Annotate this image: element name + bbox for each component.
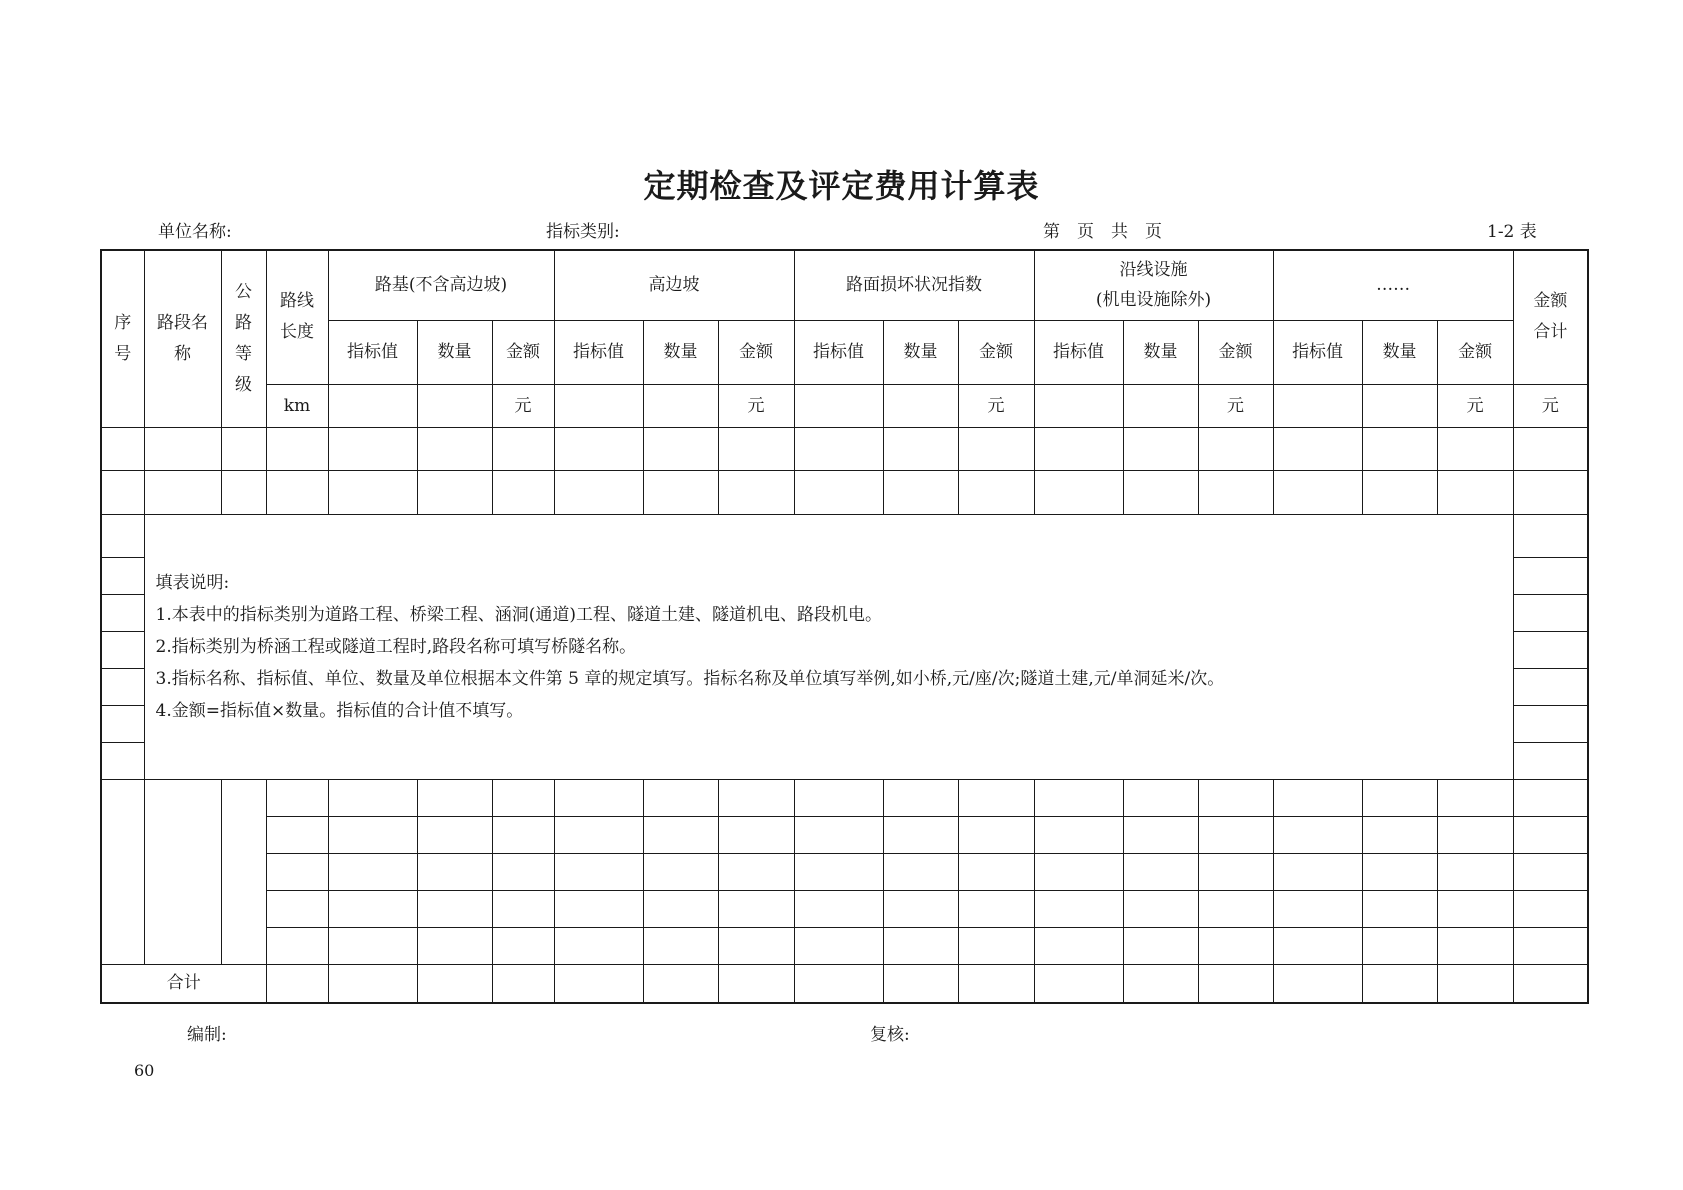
table-cell[interactable]: [417, 890, 492, 927]
table-cell[interactable]: [1273, 427, 1362, 470]
table-cell[interactable]: [883, 853, 958, 890]
table-cell[interactable]: [1437, 427, 1513, 470]
table-cell[interactable]: [1513, 779, 1588, 816]
table-cell[interactable]: [883, 890, 958, 927]
table-row: [101, 927, 1588, 964]
table-cell[interactable]: [1034, 853, 1123, 890]
table-cell[interactable]: [417, 816, 492, 853]
table-cell[interactable]: [1513, 427, 1588, 470]
table-cell[interactable]: [1198, 779, 1273, 816]
table-cell[interactable]: [794, 779, 883, 816]
table-cell[interactable]: [794, 470, 883, 514]
table-row: [101, 427, 1588, 470]
header-total-amount: 金额合计: [1513, 250, 1588, 384]
page-count-label: 第 页 共 页: [1043, 222, 1162, 242]
unit-high-slope-quantity-cell[interactable]: [643, 384, 718, 427]
table-cell[interactable]: [328, 927, 417, 964]
total-row-label: 合计: [101, 964, 266, 1003]
table-cell[interactable]: [554, 427, 643, 470]
table-cell[interactable]: [643, 779, 718, 816]
header-high-slope-amount: 金额: [718, 320, 794, 384]
header-more-amount: 金额: [1437, 320, 1513, 384]
unit-pavement-index-quantity-cell[interactable]: [883, 384, 958, 427]
table-cell[interactable]: [1198, 816, 1273, 853]
page-number: 60: [134, 1061, 155, 1080]
table-row: [101, 779, 1588, 816]
table-cell[interactable]: [328, 470, 417, 514]
table-row: [101, 853, 1588, 890]
table-cell[interactable]: [718, 470, 794, 514]
table-cell[interactable]: [643, 890, 718, 927]
header-seq: 序号: [101, 250, 144, 427]
table-cell[interactable]: [1273, 470, 1362, 514]
table-cell[interactable]: [554, 890, 643, 927]
table-cell[interactable]: [266, 427, 328, 470]
table-cell[interactable]: [1034, 927, 1123, 964]
table-cell[interactable]: [643, 470, 718, 514]
merged-cell[interactable]: [221, 779, 266, 964]
table-row: [101, 890, 1588, 927]
notes-left-cell[interactable]: [101, 557, 144, 594]
header-subgrade-index-value: 指标值: [328, 320, 417, 384]
total-row: [101, 964, 1588, 1003]
table-cell[interactable]: [554, 853, 643, 890]
filling-instructions: [144, 514, 1513, 779]
table-row: [101, 816, 1588, 853]
table-cell[interactable]: [266, 816, 328, 853]
total-cell[interactable]: [643, 964, 718, 1003]
table-cell[interactable]: [266, 779, 328, 816]
total-cell[interactable]: [883, 964, 958, 1003]
total-cell[interactable]: [554, 964, 643, 1003]
unit-more-amount: 元: [1437, 384, 1513, 427]
total-cell[interactable]: [1437, 964, 1513, 1003]
table-cell[interactable]: [328, 816, 417, 853]
header-pavement-index-index-value: 指标值: [794, 320, 883, 384]
notes-left-cell[interactable]: [101, 668, 144, 705]
table-cell[interactable]: [417, 470, 492, 514]
table-cell[interactable]: [883, 427, 958, 470]
unit-subgrade-quantity-cell[interactable]: [417, 384, 492, 427]
table-cell[interactable]: [1123, 816, 1198, 853]
header-route-length: 路线长度: [266, 250, 328, 384]
table-cell[interactable]: [718, 853, 794, 890]
table-cell[interactable]: [328, 890, 417, 927]
table-cell[interactable]: [883, 470, 958, 514]
roadside-facilities-note: (机电设施除外): [1095, 290, 1212, 311]
table-cell[interactable]: [643, 853, 718, 890]
table-cell[interactable]: [958, 816, 1034, 853]
table-cell[interactable]: [958, 890, 1034, 927]
instructions-heading: 填表说明:: [155, 572, 230, 593]
header-roadside-facilities-amount: 金额: [1198, 320, 1273, 384]
table-cell[interactable]: [554, 779, 643, 816]
table-cell[interactable]: [417, 853, 492, 890]
instruction-item: 4.金额=指标值×数量。指标值的合计值不填写。: [155, 700, 524, 721]
header-group-high-slope: 高边坡: [554, 250, 794, 320]
table-cell[interactable]: [1437, 890, 1513, 927]
table-cell[interactable]: [1198, 890, 1273, 927]
table-cell[interactable]: [1437, 927, 1513, 964]
table-cell[interactable]: [1362, 927, 1437, 964]
notes-right-cell[interactable]: [1513, 705, 1588, 742]
table-cell[interactable]: [492, 927, 554, 964]
table-cell[interactable]: [144, 470, 221, 514]
table-cell[interactable]: [554, 816, 643, 853]
table-cell[interactable]: [266, 890, 328, 927]
table-cell[interactable]: [492, 427, 554, 470]
cost-calculation-table: [100, 249, 1589, 1004]
table-cell[interactable]: [492, 470, 554, 514]
table-cell[interactable]: [1198, 427, 1273, 470]
table-cell[interactable]: [794, 816, 883, 853]
table-cell[interactable]: [492, 890, 554, 927]
table-cell[interactable]: [1034, 779, 1123, 816]
notes-left-cell[interactable]: [101, 705, 144, 742]
header-roadside-facilities-index-value: 指标值: [1034, 320, 1123, 384]
table-cell[interactable]: [1123, 779, 1198, 816]
table-cell[interactable]: [1362, 853, 1437, 890]
table-cell[interactable]: [718, 779, 794, 816]
notes-right-cell[interactable]: [1513, 631, 1588, 668]
table-cell[interactable]: [554, 470, 643, 514]
table-cell[interactable]: [794, 427, 883, 470]
prepared-by-label: 编制:: [187, 1025, 227, 1045]
table-cell[interactable]: [958, 427, 1034, 470]
unit-high-slope-index-value-cell[interactable]: [554, 384, 643, 427]
notes-right-cell[interactable]: [1513, 557, 1588, 594]
table-cell[interactable]: [1437, 779, 1513, 816]
table-cell[interactable]: [266, 853, 328, 890]
total-cell[interactable]: [1198, 964, 1273, 1003]
table-cell[interactable]: [1198, 927, 1273, 964]
total-cell[interactable]: [1513, 964, 1588, 1003]
total-cell[interactable]: [794, 964, 883, 1003]
table-cell[interactable]: [328, 853, 417, 890]
table-cell[interactable]: [1123, 470, 1198, 514]
header-subgrade-quantity: 数量: [417, 320, 492, 384]
total-cell[interactable]: [1273, 964, 1362, 1003]
notes-left-cell[interactable]: [101, 514, 144, 557]
table-cell[interactable]: [1513, 470, 1588, 514]
table-cell[interactable]: [492, 816, 554, 853]
unit-high-slope-amount: 元: [718, 384, 794, 427]
unit-route-length: km: [266, 384, 328, 427]
table-cell[interactable]: [221, 427, 266, 470]
total-cell[interactable]: [492, 964, 554, 1003]
table-cell[interactable]: [101, 427, 144, 470]
header-row-units: [101, 384, 1588, 427]
header-roadside-facilities-quantity: 数量: [1123, 320, 1198, 384]
table-cell[interactable]: [1034, 470, 1123, 514]
total-cell[interactable]: [417, 964, 492, 1003]
table-cell[interactable]: [266, 470, 328, 514]
table-cell[interactable]: [417, 927, 492, 964]
header-group-subgrade: 路基(不含高边坡): [328, 250, 554, 320]
total-cell[interactable]: [328, 964, 417, 1003]
table-cell[interactable]: [1362, 470, 1437, 514]
header-section-name: 路段名称: [144, 250, 221, 427]
table-cell[interactable]: [1198, 470, 1273, 514]
index-type-label: 指标类别:: [546, 222, 620, 242]
table-cell[interactable]: [1513, 890, 1588, 927]
unit-roadside-facilities-quantity-cell[interactable]: [1123, 384, 1198, 427]
table-cell[interactable]: [958, 779, 1034, 816]
notes-row: [101, 514, 1588, 557]
table-cell[interactable]: [794, 890, 883, 927]
unit-total-amount: 元: [1513, 384, 1588, 427]
table-cell[interactable]: [1513, 816, 1588, 853]
instruction-item: 3.指标名称、指标值、单位、数量及单位根据本文件第 5 章的规定填写。指标名称及单位填写举例,如小桥,元/座/次;隧道土建,元/单洞延米/次。: [155, 668, 1225, 689]
total-cell[interactable]: [1034, 964, 1123, 1003]
table-cell[interactable]: [1034, 816, 1123, 853]
header-row-groups: [101, 250, 1588, 320]
table-cell[interactable]: [718, 890, 794, 927]
table-cell[interactable]: [958, 927, 1034, 964]
table-cell[interactable]: [794, 927, 883, 964]
table-cell[interactable]: [958, 853, 1034, 890]
table-cell[interactable]: [1513, 853, 1588, 890]
table-cell[interactable]: [492, 779, 554, 816]
total-cell[interactable]: [1123, 964, 1198, 1003]
table-cell[interactable]: [1273, 779, 1362, 816]
merged-cell[interactable]: [144, 779, 221, 964]
unit-name-label: 单位名称:: [158, 222, 232, 242]
header-more-index-value: 指标值: [1273, 320, 1362, 384]
total-cell[interactable]: [266, 964, 328, 1003]
table-cell[interactable]: [101, 470, 144, 514]
table-cell[interactable]: [554, 927, 643, 964]
table-cell[interactable]: [221, 470, 266, 514]
table-cell[interactable]: [417, 779, 492, 816]
roadside-facilities-label: 沿线设施: [1119, 260, 1188, 281]
table-cell[interactable]: [1362, 779, 1437, 816]
page-title: 定期检查及评定费用计算表: [643, 167, 1040, 205]
header-high-slope-quantity: 数量: [643, 320, 718, 384]
notes-right-cell[interactable]: [1513, 742, 1588, 779]
table-cell[interactable]: [1273, 816, 1362, 853]
table-cell[interactable]: [643, 427, 718, 470]
table-cell[interactable]: [958, 470, 1034, 514]
notes-left-cell[interactable]: [101, 742, 144, 779]
table-cell[interactable]: [1123, 853, 1198, 890]
header-road-grade: 公路等级: [221, 250, 266, 427]
notes-left-cell[interactable]: [101, 594, 144, 631]
merged-cell[interactable]: [101, 779, 144, 964]
table-cell[interactable]: [492, 853, 554, 890]
total-cell[interactable]: [718, 964, 794, 1003]
notes-right-cell[interactable]: [1513, 594, 1588, 631]
table-cell[interactable]: [1362, 816, 1437, 853]
table-cell[interactable]: [1123, 427, 1198, 470]
reviewed-by-label: 复核:: [870, 1025, 910, 1045]
form-number: 1-2 表: [1487, 222, 1537, 242]
header-pavement-index-quantity: 数量: [883, 320, 958, 384]
table-cell[interactable]: [883, 779, 958, 816]
table-cell[interactable]: [1437, 816, 1513, 853]
table-cell[interactable]: [1123, 890, 1198, 927]
unit-pavement-index-index-value-cell[interactable]: [794, 384, 883, 427]
total-cell[interactable]: [1362, 964, 1437, 1003]
unit-subgrade-index-value-cell[interactable]: [328, 384, 417, 427]
header-high-slope-index-value: 指标值: [554, 320, 643, 384]
table-cell[interactable]: [718, 816, 794, 853]
table-cell[interactable]: [1034, 427, 1123, 470]
table-cell[interactable]: [1513, 927, 1588, 964]
header-group-more: ……: [1273, 250, 1513, 320]
table-cell[interactable]: [718, 927, 794, 964]
table-row: [101, 470, 1588, 514]
unit-roadside-facilities-amount: 元: [1198, 384, 1273, 427]
table-cell[interactable]: [417, 427, 492, 470]
notes-left-cell[interactable]: [101, 631, 144, 668]
notes-right-cell[interactable]: [1513, 668, 1588, 705]
instruction-item: 2.指标类别为桥涵工程或隧道工程时,路段名称可填写桥隧名称。: [155, 636, 637, 657]
table-cell[interactable]: [1123, 927, 1198, 964]
table-cell[interactable]: [1198, 853, 1273, 890]
unit-more-quantity-cell[interactable]: [1362, 384, 1437, 427]
header-more-quantity: 数量: [1362, 320, 1437, 384]
table-cell[interactable]: [1273, 927, 1362, 964]
table-cell[interactable]: [328, 779, 417, 816]
table-cell[interactable]: [718, 427, 794, 470]
instruction-item: 1.本表中的指标类别为道路工程、桥梁工程、涵洞(通道)工程、隧道土建、隧道机电、路段机电。: [155, 604, 882, 625]
table-cell[interactable]: [1273, 890, 1362, 927]
table-cell[interactable]: [643, 927, 718, 964]
notes-right-cell[interactable]: [1513, 514, 1588, 557]
table-cell[interactable]: [883, 816, 958, 853]
header-pavement-index-amount: 金额: [958, 320, 1034, 384]
unit-pavement-index-amount: 元: [958, 384, 1034, 427]
header-group-roadside-facilities: [1034, 250, 1273, 320]
table-cell[interactable]: [328, 427, 417, 470]
table-cell[interactable]: [1437, 470, 1513, 514]
table-cell[interactable]: [643, 816, 718, 853]
unit-subgrade-amount: 元: [492, 384, 554, 427]
table-cell[interactable]: [1437, 853, 1513, 890]
table-cell[interactable]: [1273, 853, 1362, 890]
table-cell[interactable]: [794, 853, 883, 890]
header-group-pavement-index: 路面损坏状况指数: [794, 250, 1034, 320]
unit-roadside-facilities-index-value-cell[interactable]: [1034, 384, 1123, 427]
table-cell[interactable]: [266, 927, 328, 964]
table-cell[interactable]: [144, 427, 221, 470]
unit-more-index-value-cell[interactable]: [1273, 384, 1362, 427]
table-cell[interactable]: [883, 927, 958, 964]
total-cell[interactable]: [958, 964, 1034, 1003]
table-cell[interactable]: [1362, 890, 1437, 927]
table-cell[interactable]: [1362, 427, 1437, 470]
header-subgrade-amount: 金额: [492, 320, 554, 384]
table-cell[interactable]: [1034, 890, 1123, 927]
